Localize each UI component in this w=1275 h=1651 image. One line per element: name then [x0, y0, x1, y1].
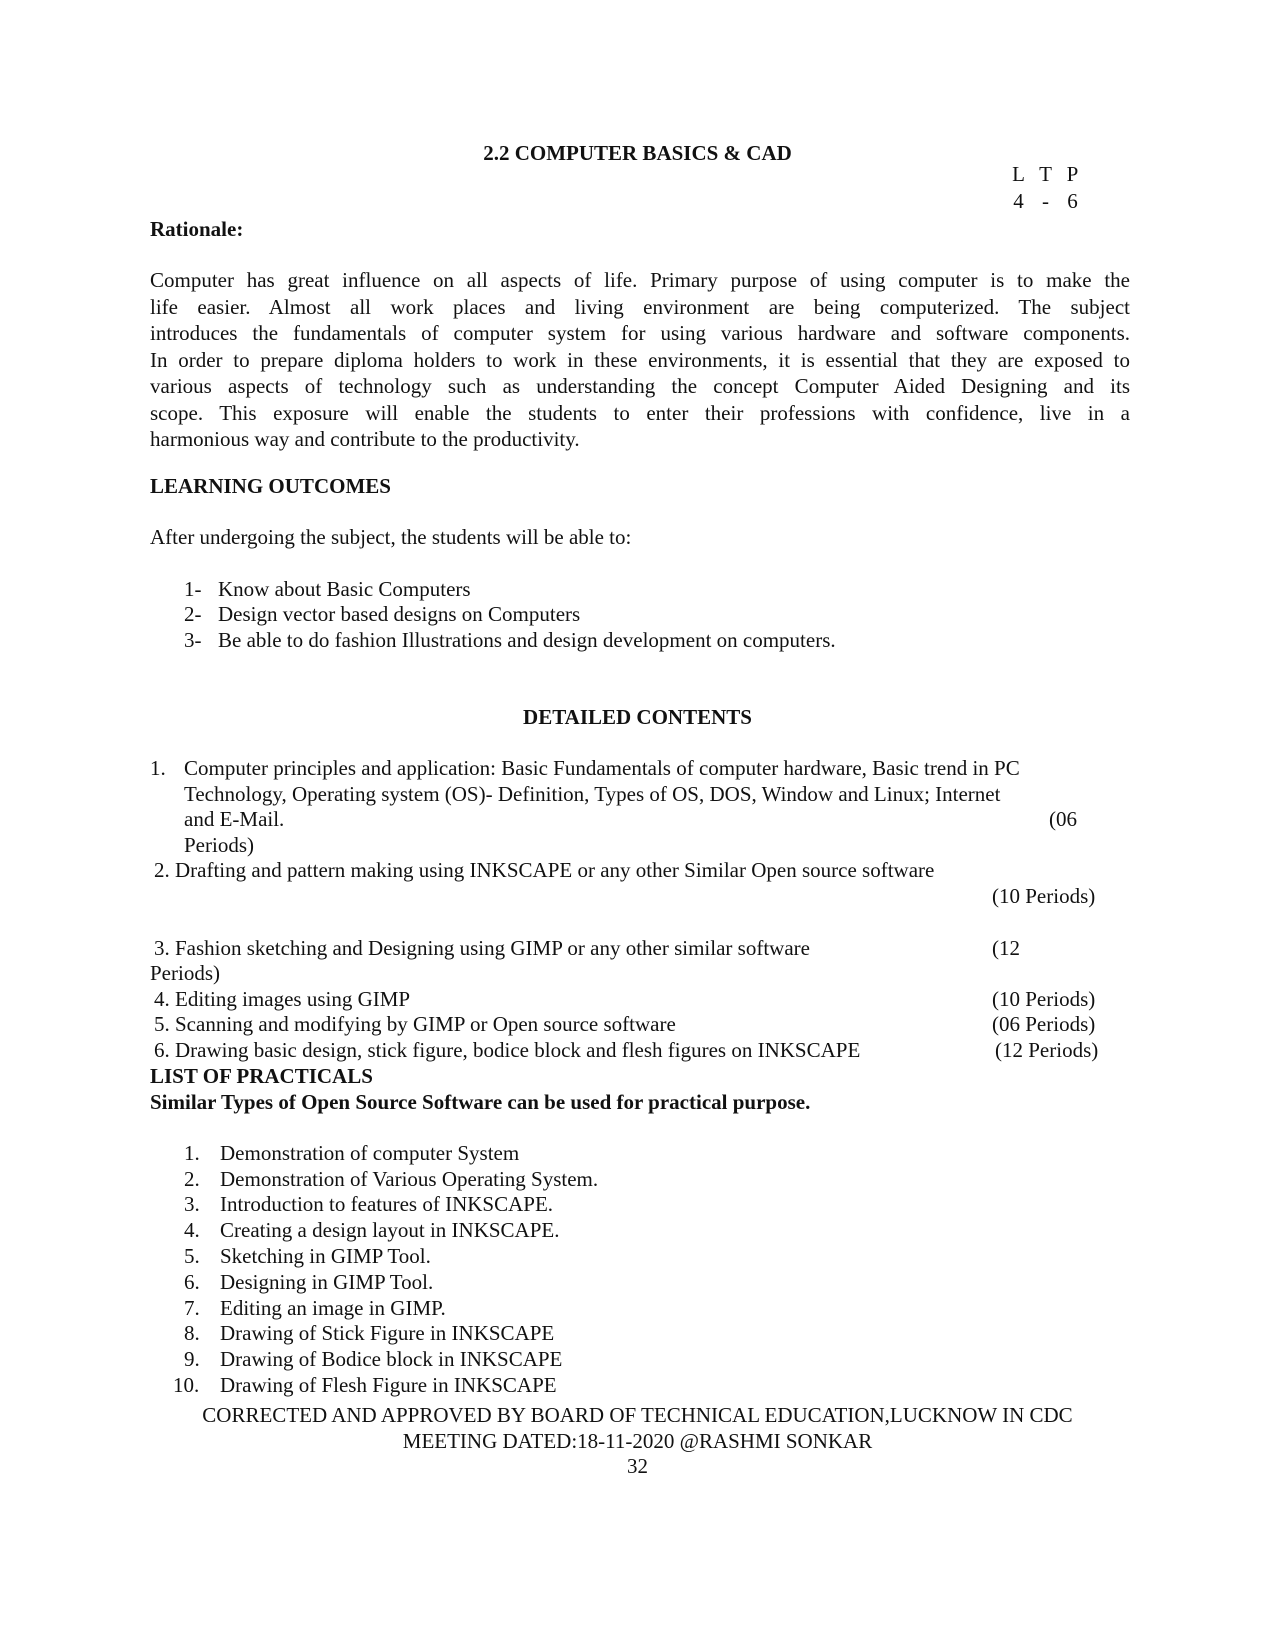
- rationale-line: harmonious way and contribute to the productivity.: [150, 427, 580, 451]
- learning-outcomes-intro: After undergoing the subject, the students will be able to:: [150, 525, 632, 549]
- practical-text: Drawing of Bodice block in INKSCAPE: [220, 1347, 563, 1371]
- practical-number: 3.: [184, 1192, 200, 1216]
- content-item-2: [0, 857, 1275, 883]
- outcome-item: [0, 601, 1275, 627]
- rationale-heading: Rationale:: [150, 217, 244, 241]
- content-item-2-cont: [0, 883, 1275, 909]
- practical-item: [0, 1217, 1275, 1243]
- practicals-note: Similar Types of Open Source Software can be used for practical purpose.: [150, 1090, 811, 1114]
- ltp-value-p: 6: [1067, 189, 1078, 213]
- content-item-text: 4. Editing images using GIMP: [154, 987, 411, 1011]
- ltp-values-row: [1005, 188, 1085, 214]
- content-item-periods: (10 Periods): [992, 884, 1096, 908]
- content-item-1: [0, 755, 1275, 781]
- practical-number: 8.: [184, 1321, 200, 1345]
- content-item-number: 1.: [150, 756, 166, 780]
- content-item-periods: (06 Periods): [992, 1012, 1096, 1036]
- ltp-value-l: 4: [1013, 189, 1024, 213]
- content-item-text: and E-Mail.: [184, 807, 285, 831]
- page-number: 32: [627, 1454, 648, 1478]
- practical-number: 1.: [184, 1141, 200, 1165]
- content-item-periods: (06: [1049, 807, 1077, 831]
- practical-number: 10.: [173, 1373, 200, 1397]
- content-item-periods: (10 Periods): [992, 987, 1096, 1011]
- content-item-periods: Periods): [184, 833, 254, 857]
- outcome-text: Design vector based designs on Computers: [218, 602, 581, 626]
- rationale-line: scope. This exposure will enable the students to enter their professions with confidence, live in a: [150, 400, 1130, 425]
- practicals-heading: LIST OF PRACTICALS: [150, 1064, 373, 1088]
- content-item-4: [0, 986, 1275, 1012]
- practical-number: 9.: [184, 1347, 200, 1371]
- rationale-line: introduces the fundamentals of computer system for using various hardware and software components.: [150, 321, 1130, 345]
- outcome-number: 3-: [184, 628, 202, 652]
- content-item-periods: Periods): [150, 961, 220, 985]
- rationale-paragraph: [150, 267, 1130, 453]
- practical-text: Creating a design layout in INKSCAPE.: [220, 1218, 560, 1242]
- practical-text: Editing an image in GIMP.: [220, 1296, 446, 1320]
- content-item-6: [0, 1037, 1275, 1063]
- outcome-text: Be able to do fashion Illustrations and design development on computers.: [218, 628, 836, 652]
- practical-item: [0, 1140, 1275, 1166]
- content-item-text: Computer principles and application: Basic Fundamentals of computer hardware, Basic trend in PC: [184, 756, 1020, 780]
- practical-text: Demonstration of Various Operating System.: [220, 1167, 599, 1191]
- ltp-header-row: [1005, 161, 1085, 187]
- practical-item: [0, 1269, 1275, 1295]
- footer-approval-line-2: MEETING DATED:18-11-2020 @RASHMI SONKAR: [402, 1429, 873, 1453]
- content-item-1-cont: [0, 806, 1275, 832]
- practical-item: [0, 1372, 1275, 1398]
- ltp-header-p: P: [1066, 162, 1079, 186]
- content-item-periods: (12 Periods): [995, 1038, 1099, 1062]
- rationale-line: Computer has great influence on all aspects of life. Primary purpose of using computer is to make the: [150, 268, 1130, 292]
- page-title: 2.2 COMPUTER BASICS & CAD: [483, 141, 792, 165]
- outcome-number: 1-: [184, 577, 202, 601]
- ltp-header-t: T: [1039, 162, 1052, 186]
- footer-approval-line-1: CORRECTED AND APPROVED BY BOARD OF TECHNICAL EDUCATION,LUCKNOW IN CDC: [202, 1403, 1073, 1427]
- outcome-number: 2-: [184, 602, 202, 626]
- practical-number: 5.: [184, 1244, 200, 1268]
- practical-text: Demonstration of computer System: [220, 1141, 520, 1165]
- content-item-text: 6. Drawing basic design, stick figure, bodice block and flesh figures on INKSCAPE: [154, 1038, 861, 1062]
- practical-item: [0, 1346, 1275, 1372]
- practical-text: Introduction to features of INKSCAPE.: [220, 1192, 554, 1216]
- content-item-1-cont: [0, 781, 1275, 807]
- rationale-line: life easier. Almost all work places and living environment are being computerized. The subject: [150, 294, 1130, 319]
- practical-number: 6.: [184, 1270, 200, 1294]
- outcome-item: [0, 576, 1275, 602]
- content-item-1-cont: [0, 832, 1275, 858]
- practical-number: 7.: [184, 1296, 200, 1320]
- outcome-item: [0, 627, 1275, 653]
- rationale-line: various aspects of technology such as understanding the concept Computer Aided Designing and its: [150, 374, 1130, 398]
- practical-text: Drawing of Flesh Figure in INKSCAPE: [220, 1373, 557, 1397]
- content-item-periods: (12: [992, 936, 1020, 960]
- practical-item: [0, 1191, 1275, 1217]
- ltp-header-l: L: [1012, 162, 1025, 186]
- practical-text: Drawing of Stick Figure in INKSCAPE: [220, 1321, 555, 1345]
- outcome-text: Know about Basic Computers: [218, 577, 471, 601]
- learning-outcomes-heading: LEARNING OUTCOMES: [150, 474, 391, 498]
- ltp-value-t: -: [1042, 189, 1049, 213]
- practical-text: Designing in GIMP Tool.: [220, 1270, 434, 1294]
- practical-number: 2.: [184, 1167, 200, 1191]
- practical-number: 4.: [184, 1218, 200, 1242]
- content-item-5: [0, 1011, 1275, 1037]
- practical-item: [0, 1295, 1275, 1321]
- practical-item: [0, 1320, 1275, 1346]
- content-item-3: [0, 935, 1275, 961]
- content-item-text: 3. Fashion sketching and Designing using GIMP or any other similar software: [154, 936, 810, 960]
- content-item-3-cont: [0, 960, 1275, 986]
- practical-item: [0, 1166, 1275, 1192]
- content-item-text: Technology, Operating system (OS)- Definition, Types of OS, DOS, Window and Linux; Internet: [184, 782, 1001, 806]
- content-item-text: 5. Scanning and modifying by GIMP or Open source software: [154, 1012, 676, 1036]
- content-item-text: 2. Drafting and pattern making using INKSCAPE or any other Similar Open source software: [154, 858, 935, 882]
- practical-item: [0, 1243, 1275, 1269]
- practical-text: Sketching in GIMP Tool.: [220, 1244, 431, 1268]
- rationale-line: In order to prepare diploma holders to work in these environments, it is essential that they are exposed to: [150, 347, 1130, 372]
- detailed-contents-heading: DETAILED CONTENTS: [523, 705, 752, 729]
